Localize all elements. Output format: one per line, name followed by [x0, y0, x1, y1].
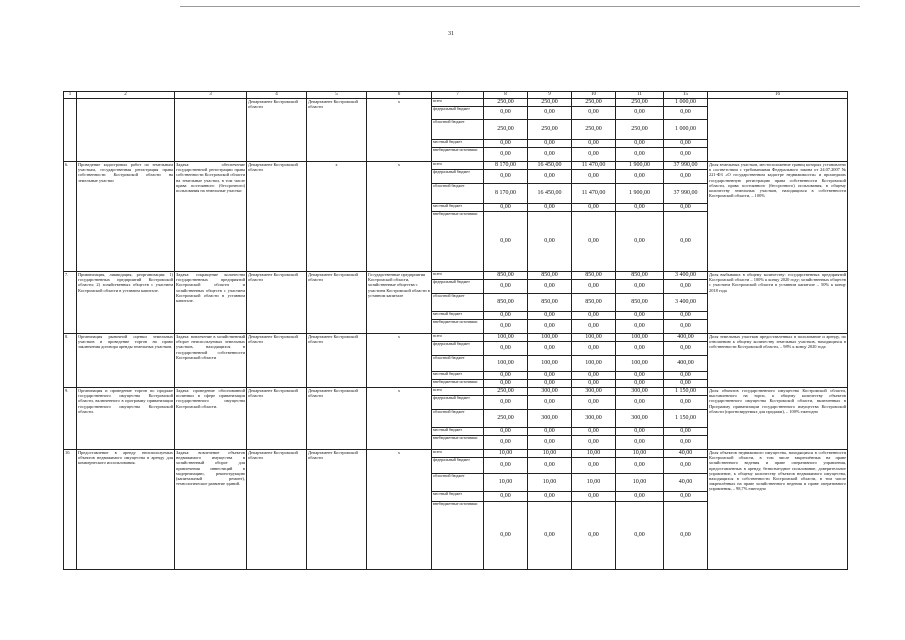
amount-cell: 0,00	[664, 502, 708, 570]
amount-cell: 0,00	[484, 396, 528, 410]
col-header: 10	[572, 92, 616, 99]
amount-cell: 0,00	[528, 204, 572, 212]
amount-cell: 300,00	[572, 388, 616, 396]
amount-cell: 0,00	[572, 458, 616, 474]
amount-cell: 0,00	[528, 280, 572, 294]
amount-cell: 1 000,00	[664, 120, 708, 140]
amount-cell: 0,00	[572, 204, 616, 212]
amount-cell: 100,00	[528, 356, 572, 372]
amount-cell: 3 400,00	[664, 272, 708, 280]
task-cell: Задача: сокращение количества государственных предприятий Костромской области и хозяйственных обществ с участием Костромской области в уставном капитале.	[175, 272, 247, 334]
amount-cell: 100,00	[484, 334, 528, 342]
amount-cell: 0,00	[664, 380, 708, 388]
amount-cell: 1 150,00	[664, 388, 708, 396]
amount-cell: 250,00	[484, 120, 528, 140]
other-participant-cell: x	[367, 334, 432, 388]
amount-cell: 0,00	[616, 312, 664, 320]
amount-cell: 250,00	[528, 120, 572, 140]
amount-cell: 0,00	[616, 396, 664, 410]
amount-cell: 850,00	[484, 272, 528, 280]
amount-cell: 0,00	[616, 436, 664, 450]
amount-cell: 0,00	[528, 320, 572, 334]
row-number-cell: 8.	[64, 334, 77, 388]
amount-cell: 0,00	[572, 396, 616, 410]
amount-cell: 0,00	[664, 280, 708, 294]
row-number-cell: 6.	[64, 162, 77, 272]
amount-cell: 0,00	[664, 396, 708, 410]
amount-cell: 250,00	[484, 99, 528, 107]
amount-cell: 0,00	[664, 312, 708, 320]
task-cell: Задача: вовлечение объектов недвижимого имущества в хозяйственный оборот для привлечения инвестиций в модернизацию, реконструкцию (капитальный ремонт), технологическое развитие зданий.	[175, 450, 247, 570]
amount-cell: 0,00	[484, 492, 528, 502]
participant-cell: Департамент Костромской области	[307, 334, 367, 388]
amount-cell: 40,00	[664, 474, 708, 492]
amount-cell: 0,00	[528, 458, 572, 474]
row-number-cell: 9.	[64, 388, 77, 450]
amount-cell: 3 400,00	[664, 294, 708, 312]
amount-cell: 0,00	[572, 312, 616, 320]
page-number: 31	[448, 31, 454, 37]
amount-cell: 0,00	[484, 212, 528, 272]
measure-cell: Предоставление в аренду неиспользуемых объектов недвижимого имущества в аренду для коммерческого использования.	[77, 450, 175, 570]
amount-cell: 0,00	[528, 140, 572, 148]
funding-source-label: всего	[432, 388, 484, 396]
table-row	[64, 388, 848, 396]
amount-cell: 0,00	[528, 436, 572, 450]
participant-cell: Департамент Костромской области	[307, 99, 367, 162]
col-header: 15	[664, 92, 708, 99]
participant-cell: Департамент Костромской области	[307, 450, 367, 570]
amount-cell: 0,00	[616, 458, 664, 474]
amount-cell: 0,00	[484, 148, 528, 162]
col-header: 2	[77, 92, 175, 99]
amount-cell: 0,00	[616, 148, 664, 162]
task-cell: Задача: обеспечение государственной регистрации права собственности Костромской области на земельные участки, в том числе права постоянного (бессрочного) пользования на земельные участки	[175, 162, 247, 272]
executor-cell: Департамент Костромской области	[247, 99, 307, 162]
amount-cell: 0,00	[572, 428, 616, 436]
table-row	[64, 272, 848, 280]
amount-cell: 0,00	[572, 140, 616, 148]
amount-cell: 300,00	[572, 410, 616, 428]
funding-source-label: местный бюджет	[432, 372, 484, 380]
funding-source-label: внебюджетные источники	[432, 502, 484, 570]
amount-cell: 0,00	[664, 107, 708, 120]
amount-cell: 300,00	[616, 388, 664, 396]
amount-cell: 0,00	[664, 436, 708, 450]
amount-cell: 0,00	[484, 342, 528, 356]
amount-cell: 0,00	[484, 320, 528, 334]
amount-cell: 0,00	[484, 502, 528, 570]
measure-cell: Проведение кадастровых работ по земельным участкам, государственная регистрация права собственности Костромской области на земельные участки	[77, 162, 175, 272]
col-header: 3	[175, 92, 247, 99]
col-header: 5	[307, 92, 367, 99]
table-body	[64, 92, 848, 570]
amount-cell: 250,00	[616, 120, 664, 140]
amount-cell: 8 170,00	[484, 184, 528, 204]
funding-source-label: областной бюджет	[432, 184, 484, 204]
amount-cell: 0,00	[572, 436, 616, 450]
amount-cell: 37 990,00	[664, 162, 708, 170]
col-header: 9	[528, 92, 572, 99]
amount-cell: 0,00	[664, 458, 708, 474]
measure-cell: Приватизация, ликвидация, реорганизация: 1) государственных предприятий Костромской области; 2) хозяйственных обществ с участием Костромской области в уставном капитале.	[77, 272, 175, 334]
funding-source-label: областной бюджет	[432, 410, 484, 428]
task-cell: Задача: проведение обоснованной политики в сфере приватизации государственного имущества Костромской области.	[175, 388, 247, 450]
indicator-cell: Доля земельных участков предоставленных в пользование и аренду, по отношению к общему количеству земельных участков, находящихся в собственности Костромской области, – 98% к концу 2020 года	[708, 334, 848, 388]
amount-cell: 100,00	[528, 334, 572, 342]
funding-source-label: внебюджетные источники	[432, 212, 484, 272]
measure-cell: Организация и проведение торгов по продаже государственного имущества Костромской области, включенного в программу приватизации государственного имущества Костромской области.	[77, 388, 175, 450]
amount-cell: 10,00	[616, 450, 664, 458]
amount-cell: 850,00	[616, 272, 664, 280]
amount-cell: 10,00	[616, 474, 664, 492]
amount-cell: 0,00	[528, 380, 572, 388]
participant-cell: Департамент Костромской области	[307, 388, 367, 450]
amount-cell: 0,00	[528, 107, 572, 120]
other-participant-cell: Государственные предприятия Костромской области, хозяйственные общества с участием Костромской области в уставном капитале	[367, 272, 432, 334]
amount-cell: 0,00	[528, 492, 572, 502]
funding-source-label: областной бюджет	[432, 356, 484, 372]
other-participant-cell: x	[367, 450, 432, 570]
amount-cell: 0,00	[572, 492, 616, 502]
amount-cell: 0,00	[572, 170, 616, 184]
executor-cell: Департамент Костромской области	[247, 162, 307, 272]
amount-cell: 100,00	[572, 356, 616, 372]
scan-edge-line	[180, 6, 860, 7]
amount-cell: 0,00	[664, 428, 708, 436]
amount-cell: 0,00	[664, 170, 708, 184]
amount-cell: 0,00	[528, 148, 572, 162]
col-header: 7	[432, 92, 484, 99]
amount-cell: 0,00	[528, 502, 572, 570]
funding-source-label: федеральный бюджет	[432, 396, 484, 410]
amount-cell: 100,00	[572, 334, 616, 342]
col-header: 8	[484, 92, 528, 99]
col-header: 4	[247, 92, 307, 99]
amount-cell: 10,00	[572, 474, 616, 492]
amount-cell: 0,00	[484, 204, 528, 212]
amount-cell: 10,00	[572, 450, 616, 458]
amount-cell: 0,00	[572, 280, 616, 294]
amount-cell: 250,00	[572, 120, 616, 140]
financing-table	[63, 91, 848, 570]
amount-cell: 250,00	[484, 410, 528, 428]
amount-cell: 0,00	[616, 107, 664, 120]
amount-cell: 0,00	[484, 458, 528, 474]
funding-source-label: местный бюджет	[432, 140, 484, 148]
funding-source-label: областной бюджет	[432, 120, 484, 140]
amount-cell: 0,00	[664, 140, 708, 148]
amount-cell: 0,00	[616, 342, 664, 356]
amount-cell: 0,00	[572, 212, 616, 272]
col-header: 1	[64, 92, 77, 99]
amount-cell: 250,00	[572, 99, 616, 107]
amount-cell: 0,00	[572, 342, 616, 356]
amount-cell: 0,00	[664, 342, 708, 356]
amount-cell: 0,00	[664, 148, 708, 162]
table-row	[64, 99, 848, 107]
other-participant-cell: x	[367, 388, 432, 450]
indicator-cell: Доля выбывших в общему количеству: государственных предприятий Костромской области – 100% к концу 2020 году; хозяйственных обществ с участием Костромской области в уставном капитале – 50% к концу 2018 года	[708, 272, 848, 334]
amount-cell: 0,00	[572, 107, 616, 120]
amount-cell: 850,00	[528, 272, 572, 280]
funding-source-label: областной бюджет	[432, 294, 484, 312]
amount-cell: 100,00	[484, 356, 528, 372]
amount-cell: 0,00	[484, 436, 528, 450]
other-participant-cell: x	[367, 99, 432, 162]
funding-source-label: местный бюджет	[432, 312, 484, 320]
amount-cell: 0,00	[616, 212, 664, 272]
amount-cell: 0,00	[484, 280, 528, 294]
funding-source-label: внебюджетные источники	[432, 436, 484, 450]
funding-source-label: областной бюджет	[432, 474, 484, 492]
amount-cell: 0,00	[572, 320, 616, 334]
funding-source-label: всего	[432, 334, 484, 342]
indicator-cell: Доля земельных участков, местоположение границ которых установлено в соответствии с требованиями Федерального закона от 24.07.2007 № 221-ФЗ «О государственном кадастре недвижимости» и прошедших государственную регистрацию права собственности Костромской области, права постоянного (бессрочного) пользования, в общему количеству земельных участков, находящихся в собственности Костромской области, – 100%	[708, 162, 848, 272]
funding-source-label: всего	[432, 450, 484, 458]
indicator-cell: Доля объектов государственного имущества Костромской области, выставленного на торги, к общему количеству объектов государственного имущества Костромской области, включенных в Программу приватизации государственного имущества Костромской области (прогнозируемых для продажи), – 100% ежегодно	[708, 388, 848, 450]
amount-cell: 0,00	[616, 502, 664, 570]
amount-cell: 40,00	[664, 450, 708, 458]
funding-source-label: федеральный бюджет	[432, 342, 484, 356]
amount-cell: 0,00	[664, 372, 708, 380]
other-participant-cell: x	[367, 162, 432, 272]
funding-source-label: федеральный бюджет	[432, 107, 484, 120]
indicator-cell: Доля объектов недвижимого имущества, находящихся в собственности Костромской области, в том числе закреплённых на праве хозяйственного ведения и праве оперативного управления, предоставленных в аренду, безвозмездное пользование, доверительное управление, к общему количеству объектов недвижимого имущества, находящихся в собственности Костромской области, в том числе закреплённых на праве хозяйственного ведения и праве оперативного управления, – 98,7% ежегодно	[708, 450, 848, 570]
amount-cell: 850,00	[528, 294, 572, 312]
amount-cell: 850,00	[484, 294, 528, 312]
amount-cell: 10,00	[528, 474, 572, 492]
amount-cell: 0,00	[528, 342, 572, 356]
amount-cell: 850,00	[616, 294, 664, 312]
table-row	[64, 162, 848, 170]
amount-cell: 400,00	[664, 356, 708, 372]
amount-cell: 400,00	[664, 334, 708, 342]
amount-cell: 0,00	[484, 380, 528, 388]
amount-cell: 0,00	[664, 492, 708, 502]
amount-cell: 10,00	[528, 450, 572, 458]
amount-cell: 0,00	[616, 492, 664, 502]
amount-cell: 1 900,00	[616, 184, 664, 204]
amount-cell: 0,00	[484, 428, 528, 436]
funding-source-label: всего	[432, 162, 484, 170]
participant-cell: Департамент Костромской области	[307, 272, 367, 334]
task-cell: Задача: вовлечение в хозяйственный оборот неиспользуемых земельных участков, находящихся в государственной собственности Костромской области	[175, 334, 247, 388]
funding-source-label: федеральный бюджет	[432, 458, 484, 474]
amount-cell: 0,00	[616, 380, 664, 388]
amount-cell: 850,00	[572, 272, 616, 280]
funding-source-label: всего	[432, 272, 484, 280]
executor-cell: Департамент Костромской области	[247, 450, 307, 570]
funding-source-label: местный бюджет	[432, 492, 484, 502]
amount-cell: 0,00	[616, 204, 664, 212]
header-row	[64, 92, 848, 99]
amount-cell: 250,00	[616, 99, 664, 107]
amount-cell: 0,00	[528, 396, 572, 410]
amount-cell: 0,00	[484, 107, 528, 120]
amount-cell: 100,00	[616, 356, 664, 372]
row-number-cell: 10.	[64, 450, 77, 570]
measure-cell	[77, 99, 175, 162]
amount-cell: 0,00	[528, 312, 572, 320]
amount-cell: 0,00	[528, 170, 572, 184]
amount-cell: 0,00	[616, 140, 664, 148]
funding-source-label: внебюджетные источники	[432, 380, 484, 388]
funding-source-label: внебюджетные источники	[432, 148, 484, 162]
funding-source-label: всего	[432, 99, 484, 107]
amount-cell: 250,00	[484, 388, 528, 396]
table-row	[64, 334, 848, 342]
row-number-cell	[64, 99, 77, 162]
amount-cell: 300,00	[528, 410, 572, 428]
amount-cell: 16 450,00	[528, 162, 572, 170]
amount-cell: 0,00	[572, 372, 616, 380]
executor-cell: Департамент Костромской области	[247, 334, 307, 388]
amount-cell: 10,00	[484, 450, 528, 458]
funding-source-label: местный бюджет	[432, 428, 484, 436]
funding-source-label: местный бюджет	[432, 204, 484, 212]
amount-cell: 300,00	[528, 388, 572, 396]
amount-cell: 0,00	[664, 212, 708, 272]
amount-cell: 0,00	[484, 170, 528, 184]
indicator-cell	[708, 99, 848, 162]
table-row	[64, 450, 848, 458]
amount-cell: 0,00	[572, 380, 616, 388]
amount-cell: 0,00	[616, 428, 664, 436]
amount-cell: 10,00	[484, 474, 528, 492]
amount-cell: 1 000,00	[664, 99, 708, 107]
executor-cell: Департамент Костромской области	[247, 272, 307, 334]
row-number-cell: 7.	[64, 272, 77, 334]
amount-cell: 11 470,00	[572, 184, 616, 204]
amount-cell: 100,00	[616, 334, 664, 342]
col-header: 6	[367, 92, 432, 99]
amount-cell: 250,00	[528, 99, 572, 107]
measure-cell: Организация рыночной оценки земельных участков и проведение торгов на право заключения договора аренды земельных участков.	[77, 334, 175, 388]
amount-cell: 0,00	[616, 320, 664, 334]
task-cell	[175, 99, 247, 162]
funding-source-label: федеральный бюджет	[432, 170, 484, 184]
amount-cell: 0,00	[484, 312, 528, 320]
amount-cell: 850,00	[572, 294, 616, 312]
amount-cell: 0,00	[484, 140, 528, 148]
amount-cell: 1 900,00	[616, 162, 664, 170]
amount-cell: 0,00	[572, 148, 616, 162]
amount-cell: 8 170,00	[484, 162, 528, 170]
executor-cell: Департамент Костромской области	[247, 388, 307, 450]
amount-cell: 0,00	[528, 428, 572, 436]
funding-source-label: внебюджетные источники	[432, 320, 484, 334]
amount-cell: 0,00	[664, 320, 708, 334]
amount-cell: 0,00	[616, 170, 664, 184]
amount-cell: 16 450,00	[528, 184, 572, 204]
col-header: 16	[708, 92, 848, 99]
amount-cell: 0,00	[664, 204, 708, 212]
amount-cell: 0,00	[616, 372, 664, 380]
amount-cell: 0,00	[616, 280, 664, 294]
amount-cell: 37 990,00	[664, 184, 708, 204]
participant-cell: x	[307, 162, 367, 272]
amount-cell: 0,00	[528, 372, 572, 380]
amount-cell: 11 470,00	[572, 162, 616, 170]
amount-cell: 0,00	[528, 212, 572, 272]
amount-cell: 1 150,00	[664, 410, 708, 428]
funding-source-label: федеральный бюджет	[432, 280, 484, 294]
amount-cell: 0,00	[572, 502, 616, 570]
col-header: 11	[616, 92, 664, 99]
amount-cell: 0,00	[484, 372, 528, 380]
amount-cell: 300,00	[616, 410, 664, 428]
